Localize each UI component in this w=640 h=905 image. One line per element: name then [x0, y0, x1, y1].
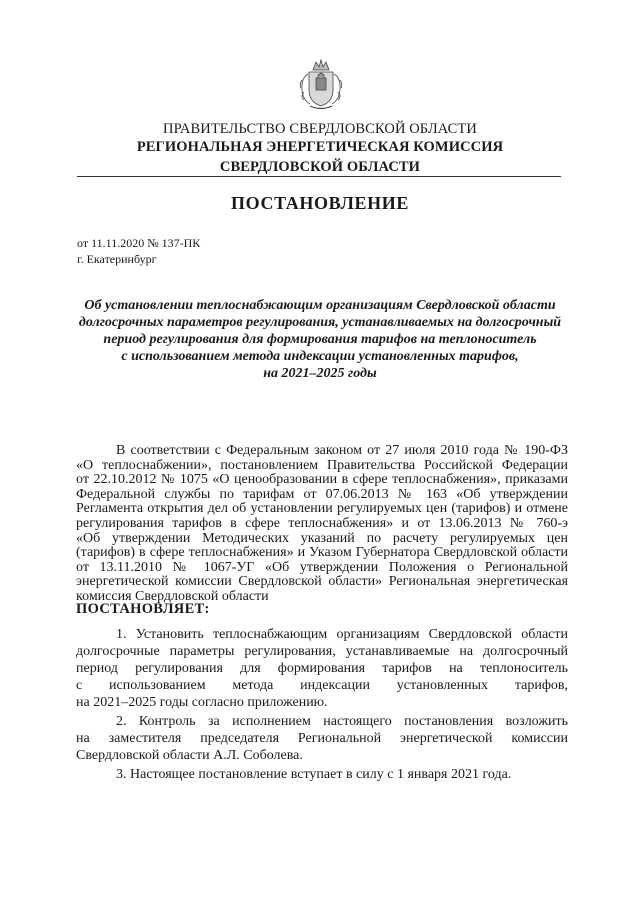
item-line: период регулирования для формирования тарифов на теплоноситель: [76, 661, 568, 676]
document-title: ПОСТАНОВЛЕНИЕ: [231, 193, 409, 213]
item-line: 2. Контроль за исполнением настоящего постановления возложить: [116, 714, 568, 729]
city: г. Екатеринбург: [77, 252, 157, 266]
commission-name: РЕГИОНАЛЬНАЯ ЭНЕРГЕТИЧЕСКАЯ КОМИССИЯ: [136, 139, 504, 155]
preamble-line: (тарифов) в сфере теплоснабжения» и Указом Губернатора Свердловской области: [76, 545, 568, 561]
item-line: Свердловской области А.Л. Соболева.: [76, 748, 303, 763]
preamble-line: от 13.11.2010 № 1067-УГ «Об утверждении Положения о Региональной: [76, 559, 568, 575]
preamble-line: Федеральной службы по тарифам от 07.06.2013 № 163 «Об утверждении: [76, 486, 568, 502]
subject-line: на 2021–2025 годы: [263, 366, 377, 381]
preamble-line: комиссия Свердловской области: [76, 589, 269, 604]
subject-line: период регулирования для формирования тарифов на теплоноситель: [103, 332, 537, 347]
subject-line: с использованием метода индексации установленных тарифов,: [121, 349, 519, 364]
preamble-line: «Об утверждении Методических указаний по расчету регулируемых цен: [76, 530, 568, 546]
coat-of-arms-emblem: [296, 56, 346, 112]
date-number: от 11.11.2020 № 137-ПК: [77, 236, 201, 250]
item-line: с использованием метода индексации установленных тарифов,: [76, 678, 568, 693]
item-line: 1. Установить теплоснабжающим организациям Свердловской области: [116, 627, 568, 642]
resolves-heading: ПОСТАНОВЛЯЕТ:: [76, 601, 210, 617]
item-line: на заместителя председателя Региональной энергетической комиссии: [76, 731, 568, 746]
preamble-line: регулирования тарифов в сфере теплоснабжения» и от 13.06.2013 № 760-э: [76, 516, 568, 531]
preamble-line: В соответствии с Федеральным законом от 27 июля 2010 года № 190-ФЗ: [116, 443, 568, 458]
preamble-line: от 22.10.2012 № 1075 «О ценообразовании в сфере теплоснабжения», приказами: [76, 472, 568, 488]
preamble-line: «О теплоснабжении», постановлением Правительства Российской Федерации: [76, 457, 568, 473]
subject-line: долгосрочных параметров регулирования, устанавливаемых на долгосрочный: [78, 315, 562, 330]
item-line: 3. Настоящее постановление вступает в силу с 1 января 2021 года.: [116, 767, 512, 782]
preamble-line: Регламента открытия дел об установлении регулируемых цен (тарифов) и отмене: [76, 501, 568, 517]
preamble-line: энергетической комиссии Свердловской области» Региональная энергетическая: [76, 574, 568, 590]
header-divider: [77, 176, 561, 177]
document-subject: [70, 297, 570, 382]
subject-line: Об установлении теплоснабжающим организациям Свердловской области: [84, 298, 556, 313]
government-name: ПРАВИТЕЛЬСТВО СВЕРДЛОВСКОЙ ОБЛАСТИ: [163, 121, 477, 137]
region-name: СВЕРДЛОВСКОЙ ОБЛАСТИ: [219, 159, 421, 175]
item-line: долгосрочные параметры регулирования, устанавливаемые на долгосрочный: [76, 644, 568, 659]
item-line: на 2021–2025 годы согласно приложению.: [76, 695, 328, 710]
